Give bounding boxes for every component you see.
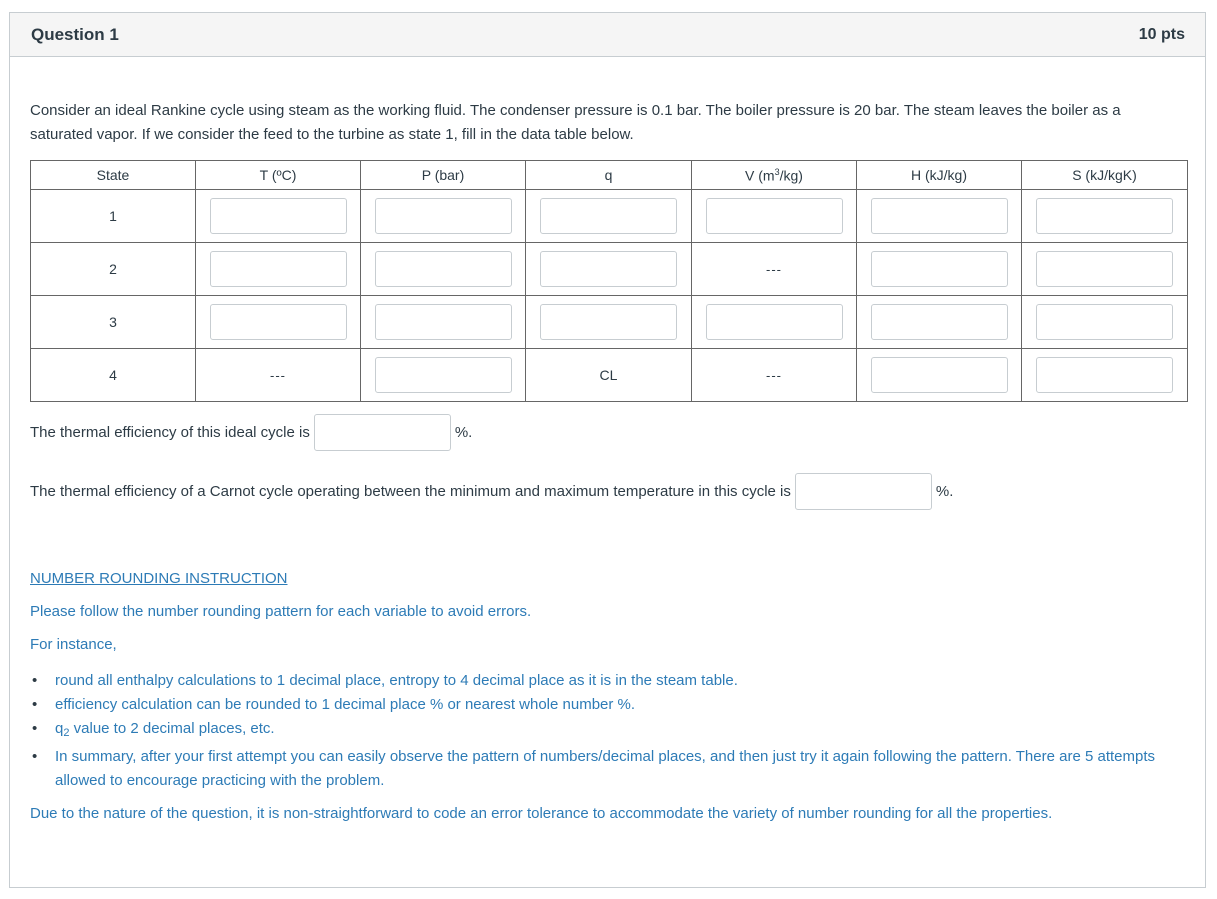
state2-temperature-input[interactable] <box>210 251 347 287</box>
thermal-efficiency-label: The thermal efficiency of this ideal cycle is <box>30 424 310 441</box>
state2-quality-input[interactable] <box>540 251 677 287</box>
volume-header-suffix: /kg) <box>779 167 803 184</box>
state2-volume-placeholder: --- <box>766 262 782 277</box>
col-header-state: State <box>31 161 196 190</box>
state4-enthalpy-input[interactable] <box>871 357 1008 393</box>
state4-temperature-placeholder: --- <box>270 368 286 383</box>
state2-enthalpy-input[interactable] <box>871 251 1008 287</box>
state3-quality-input[interactable] <box>540 304 677 340</box>
state3-pressure-input[interactable] <box>375 304 512 340</box>
state2-pressure-input[interactable] <box>375 251 512 287</box>
table-row <box>31 349 1188 402</box>
table-row <box>31 296 1188 349</box>
state4-pressure-input[interactable] <box>375 357 512 393</box>
q2-symbol: q <box>55 720 64 737</box>
carnot-efficiency-unit: %. <box>935 483 954 500</box>
table-row <box>31 190 1188 243</box>
rounding-closing-note: Due to the nature of the question, it is non-straightforward to code an error tolerance to accommodate the variety of number rounding for all the properties. <box>30 805 1053 822</box>
thermal-efficiency-unit: %. <box>454 424 473 441</box>
question-card <box>9 12 1206 888</box>
rounding-intro: Please follow the number rounding pattern for each variable to avoid errors. <box>30 603 532 620</box>
state4-quality-value: CL <box>599 367 618 383</box>
carnot-efficiency-input[interactable] <box>795 473 932 510</box>
state1-enthalpy-input[interactable] <box>871 198 1008 234</box>
state4-entropy-input[interactable] <box>1036 357 1173 393</box>
carnot-efficiency-label: The thermal efficiency of a Carnot cycle operating between the minimum and maximum temperature in this cycle is <box>30 483 791 500</box>
col-header-quality: q <box>526 161 692 190</box>
state1-volume-input[interactable] <box>706 198 843 234</box>
list-item: • efficiency calculation can be rounded to 1 decimal place % or nearest whole number %. <box>54 693 1175 717</box>
state2-entropy-input[interactable] <box>1036 251 1173 287</box>
state1-pressure-input[interactable] <box>375 198 512 234</box>
state-cell: 1 <box>31 190 196 243</box>
volume-header-superscript: 3 <box>774 166 780 177</box>
carnot-efficiency-line <box>30 473 1185 510</box>
list-item <box>54 717 1175 745</box>
state1-entropy-input[interactable] <box>1036 198 1173 234</box>
rounding-instruction-heading: NUMBER ROUNDING INSTRUCTION <box>30 570 288 587</box>
col-header-temperature: T (ºC) <box>196 161 361 190</box>
q2-subscript: 2 <box>63 727 70 739</box>
thermal-efficiency-input[interactable] <box>314 414 451 451</box>
thermal-efficiency-line <box>30 414 1185 451</box>
state3-volume-input[interactable] <box>706 304 843 340</box>
state1-quality-input[interactable] <box>540 198 677 234</box>
question-header <box>10 13 1205 57</box>
volume-header-prefix: V (m <box>745 167 775 184</box>
state-cell: 2 <box>31 243 196 296</box>
list-item: • round all enthalpy calculations to 1 decimal place, entropy to 4 decimal place as it is in the steam table. <box>54 669 1175 693</box>
data-table <box>30 160 1188 402</box>
state4-volume-placeholder: --- <box>766 368 782 383</box>
state-cell: 4 <box>31 349 196 402</box>
rounding-bullet-list <box>30 669 1185 793</box>
question-title: Question 1 <box>31 24 119 44</box>
question-body <box>10 99 1205 822</box>
state3-enthalpy-input[interactable] <box>871 304 1008 340</box>
state3-entropy-input[interactable] <box>1036 304 1173 340</box>
table-row <box>31 243 1188 296</box>
col-header-entropy: S (kJ/kgK) <box>1022 161 1188 190</box>
state1-temperature-input[interactable] <box>210 198 347 234</box>
question-points: 10 pts <box>1138 25 1185 43</box>
col-header-pressure: P (bar) <box>361 161 526 190</box>
col-header-volume <box>692 161 857 190</box>
q2-rounding-text: value to 2 decimal places, etc. <box>73 720 275 737</box>
for-instance-label: For instance, <box>30 636 117 653</box>
question-prompt: Consider an ideal Rankine cycle using steam as the working fluid. The condenser pressure is 0.1 bar. The boiler pressure is 20 bar. The steam leaves the boiler as a saturated vapor. If we consider the feed to the turbine as state 1, fill in the data table below. <box>30 102 1121 143</box>
col-header-enthalpy: H (kJ/kg) <box>857 161 1022 190</box>
state-cell: 3 <box>31 296 196 349</box>
state3-temperature-input[interactable] <box>210 304 347 340</box>
list-item: • In summary, after your first attempt you can easily observe the pattern of numbers/decimal places, and then just try it again following the pattern. There are 5 attempts allowed to encourage practicing with the problem. <box>54 745 1175 793</box>
table-header-row <box>31 161 1188 190</box>
